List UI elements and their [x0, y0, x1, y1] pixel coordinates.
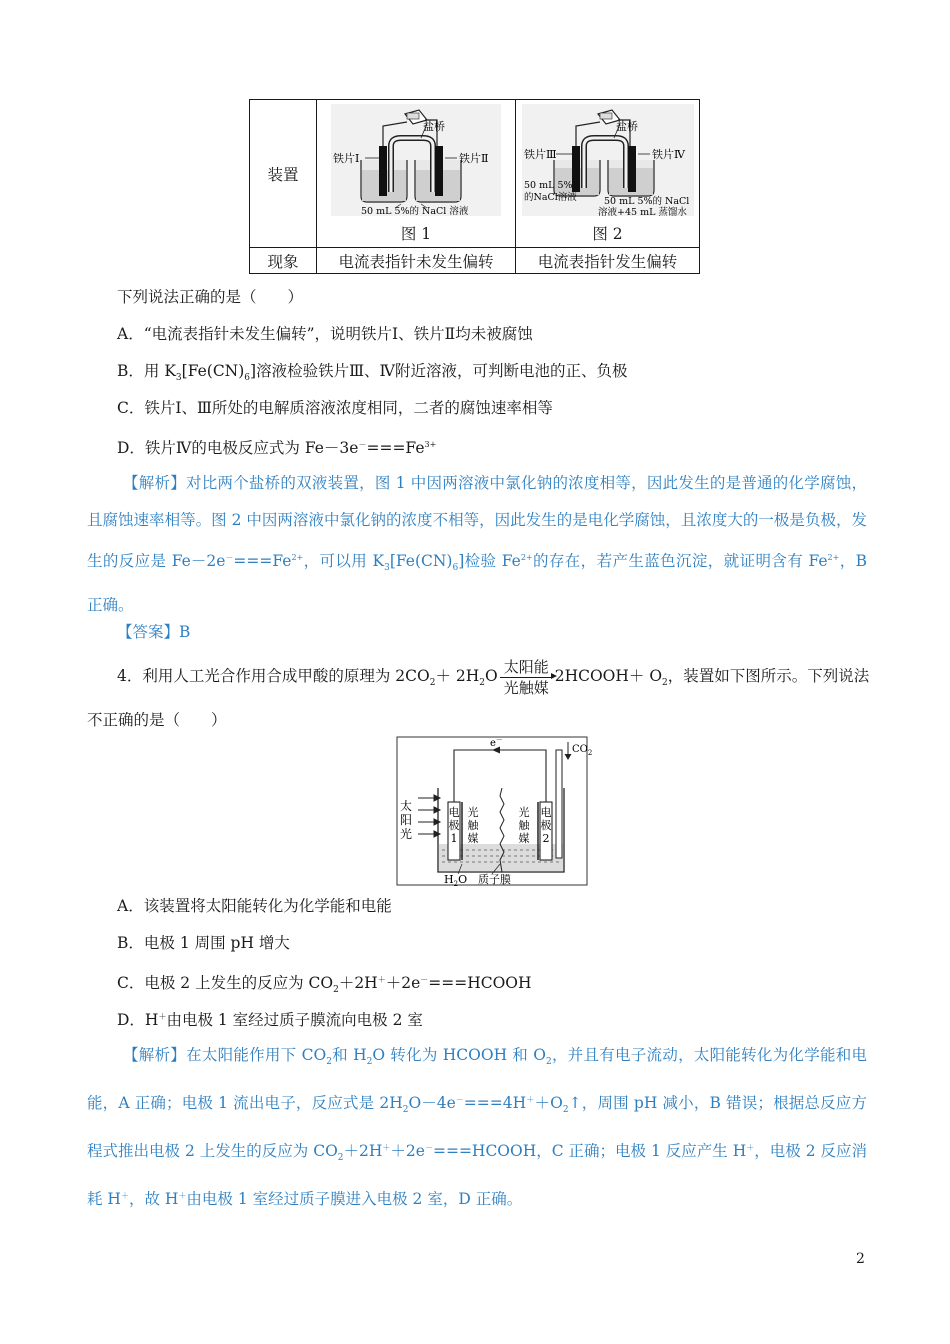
table-row-label-phenomenon: 现象 — [250, 248, 317, 274]
fig2-label-bl2: 的NaCl溶液 — [524, 192, 577, 203]
svg-text:光: 光 — [400, 827, 413, 841]
svg-text:太: 太 — [400, 799, 413, 813]
q3-option-a: A．“电流表指针未发生偏转”，说明铁片Ⅰ、铁片Ⅱ均未被腐蚀 — [117, 325, 533, 343]
q4-option-d: D．H＋由电极 1 室经过质子膜流向电极 2 室 — [117, 1011, 423, 1029]
svg-text:阳: 阳 — [400, 813, 413, 827]
page-number: 2 — [856, 1251, 865, 1267]
fig2-label-right: 铁片Ⅳ — [652, 148, 685, 161]
table-row-label-device: 装置 — [250, 100, 317, 248]
svg-text:电: 电 — [448, 806, 460, 819]
fig1-label-bottom: 50 mL 5%的 NaCl 溶液 — [361, 206, 469, 217]
svg-text:极: 极 — [448, 819, 460, 832]
figure-1-cell — [317, 100, 516, 248]
figure-2-caption: 图 2 — [592, 225, 623, 243]
q4-stem: 4．利用人工光合作用合成甲酸的原理为 $2CO_2+ 2H_2O$ $\frac{\text{太阳能}}{\text{光触媒}}$ 2HCOOH＋ $O_2$，装置如下图所示。下列说法 — [117, 657, 870, 697]
reaction-condition: $\frac{\text{太阳能}}{\text{光触媒}}$ — [500, 657, 553, 698]
svg-text:2: 2 — [542, 832, 550, 845]
svg-text:媒: 媒 — [518, 832, 530, 845]
svg-text:电: 电 — [540, 806, 552, 819]
membrane-label: 质子膜 — [478, 873, 511, 886]
q3-option-c: C．铁片Ⅰ、Ⅲ所处的电解质溶液浓度相同，二者的腐蚀速率相等 — [117, 399, 553, 417]
catalyst-right-label — [519, 805, 531, 845]
q3-analysis: 【解析】对比两个盐桥的双液装置，图 1 中因两溶液中氯化钠的浓度相等，因此发生的是普通的化学腐蚀，且腐蚀速率相等。图 2 中因两溶液中氯化钠的浓度不相等，因此发生的是电化学腐蚀，且浓度大的一极是负极，发生的反应是 $Fe-2e^-===Fe^{2+}$，可以用 $K_3[Fe(CN)_6]$检验 $Fe^{2+}$的存在，若产生蓝色沉淀，就证明含有 $Fe^{2+}$，B 正确。 — [87, 474, 867, 614]
sunlight-label — [400, 798, 412, 841]
fig1-label-left: 铁片Ⅰ — [333, 152, 360, 165]
fig2-label-br2: 溶液+45 mL 蒸馏水 — [598, 207, 687, 218]
fig2-label-br1: 50 mL 5%的 NaCl — [604, 196, 690, 207]
q3-answer: 【答案】B — [117, 623, 191, 641]
svg-text:1: 1 — [450, 832, 458, 845]
fig1-label-bridge: 盐桥 — [423, 120, 445, 133]
fig2-label-left: 铁片Ⅲ — [524, 148, 557, 161]
figure-1-caption: 图 1 — [400, 225, 432, 243]
water-label: $H_2O$ — [444, 873, 468, 888]
fig1-label-right: 铁片Ⅱ — [459, 152, 489, 165]
svg-text:触: 触 — [467, 819, 479, 832]
q4-option-c: C．电极 2 上发生的反应为 $CO_2+2H^++2e^-===HCOOH$ — [117, 974, 532, 995]
co2-label: $CO_2$ — [572, 744, 593, 757]
svg-text:媒: 媒 — [467, 832, 479, 845]
svg-text:极: 极 — [540, 819, 552, 832]
svg-text:触: 触 — [518, 819, 530, 832]
q3-option-b: B．用 $K_3[Fe(CN)_6]$溶液检验铁片Ⅲ、Ⅳ附近溶液，可判断电池的正、负极 — [117, 362, 628, 383]
electron-label: e－ — [490, 736, 503, 749]
experiment-table — [249, 99, 700, 274]
figure-1-diagram — [317, 100, 515, 220]
svg-text:光: 光 — [467, 806, 479, 819]
figure-2-diagram — [516, 100, 699, 220]
q3-option-d: D．铁片Ⅳ的电极反应式为 $Fe-3e^-===Fe^{3+}$ — [117, 439, 437, 457]
catalyst-left-label — [468, 805, 480, 845]
phenomenon-2: 电流表指针发生偏转 — [516, 248, 700, 274]
q3-stem: 下列说法正确的是（ ） — [117, 288, 304, 306]
q4-analysis: 【解析】在太阳能作用下 $CO_2$和 $H_2O$ 转化为 HCOOH 和 $O_2$，并且有电子流动，太阳能转化为化学能和电能，A 正确；电极 1 流出电子，反应式是 $2H_2O-4e^-===4H^++O_2↑$，周围 pH 减小，B 错误；根据总反应方程式推出电极 2 上发生的反应为 $CO_2+2H^++2e^-===HCOOH$，C 正确；电极 1 反应产生 H＋，电极 2 反应消耗 H＋，故 H＋由电极 1 室经过质子膜进入电极 2 室，D 正确。 — [87, 1046, 868, 1208]
photosynthesis-cell-diagram — [396, 736, 593, 888]
fig2-label-bridge: 盐桥 — [616, 120, 638, 133]
figure-2-cell — [516, 100, 700, 248]
q4-option-b: B．电极 1 周围 pH 增大 — [117, 934, 290, 952]
phenomenon-1: 电流表指针未发生偏转 — [317, 248, 516, 274]
q4-stem-line2: 不正确的是（ ） — [87, 711, 227, 729]
fig2-label-bl1: 50 mL 5% — [524, 180, 573, 191]
svg-text:光: 光 — [518, 806, 530, 819]
q4-option-a: A．该装置将太阳能转化为化学能和电能 — [117, 897, 392, 915]
